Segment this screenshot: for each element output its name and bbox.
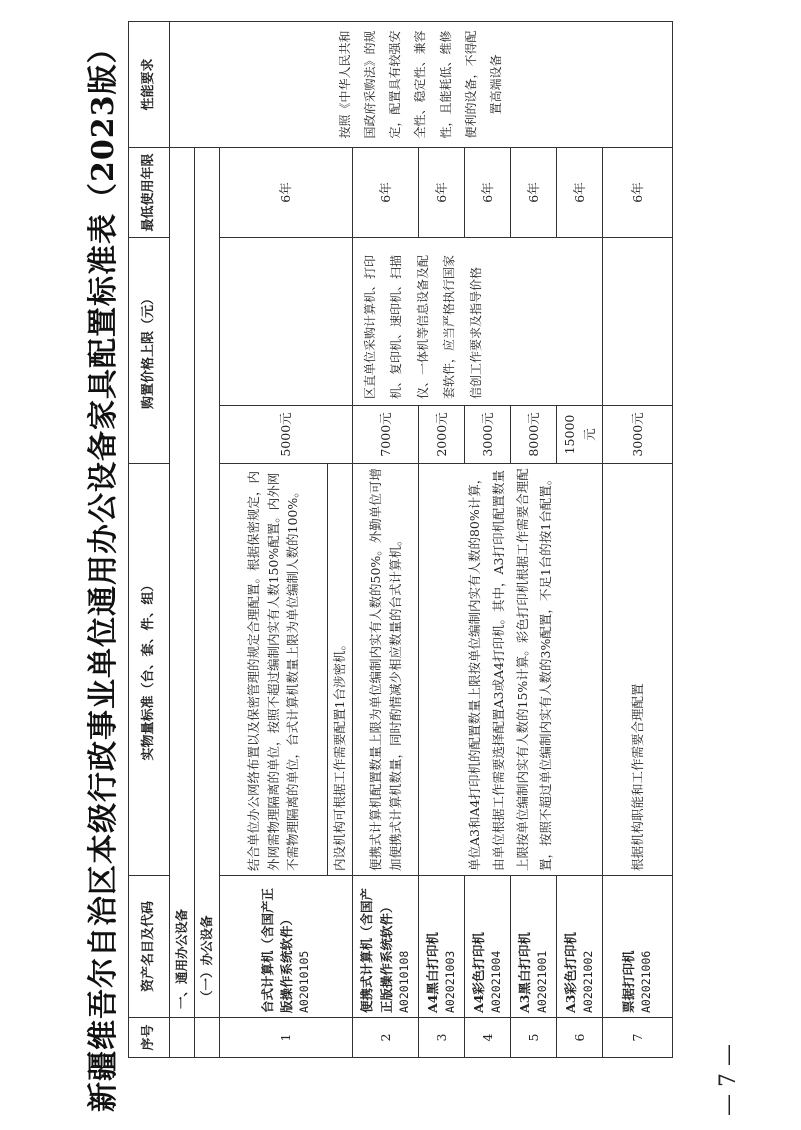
subsection-row [195,21,220,1057]
asset-name: 台式计算机（含国产正版操作系统软件） [259,887,295,1013]
standards-table [128,21,673,1058]
printer-standard-text: 单位A3和A4打印机的配置数量上限按单位编制内实有人数的80%计算，由单位根据工作需要选择配置A3或A4打印机。其中，A3打印机配置数量上限按单位编制内实有人数的15%计算。彩色打印机根据工作需要合理配置，按照不超过单位编制内实有人数的3%配置，不足1台的按1台配置。 [419,464,603,876]
price-value: 5000元 [220,406,353,464]
table-header-row [129,21,170,1057]
standard-text: 便携式计算机配置数量上限为单位编制内实有人数的50%。外勤单位可增加便携式计算机数量，同时酌情减少相应数量的台式计算机。 [353,464,419,876]
price-value: 8000元 [511,406,557,464]
standard-text: 根据机构职能和工作需要合理配置 [603,464,673,876]
row-seq: 6 [557,1018,603,1058]
standard-text: 结合单位办公网络布置以及保密管理的规定合理配置。根据保密规定，内外网需物理隔离的单位，按照不超过编制内实有人数150%配置。内外网不需物理隔离的单位，台式计算机数量上限为单位编制人数的100%。 [220,464,328,876]
row-seq: 7 [603,1018,673,1058]
header-life: 最低使用年限 [129,147,170,237]
standard-text: 内设机构可根据工作需要配置1台涉密机。 [328,464,353,876]
asset-cell [353,876,419,1018]
performance-requirement: 按照《中华人民共和国政府采购法》的规定，配置具有较强安全性、稳定性、兼容性，且能耗低、维修便利的设备，不得配置高端设备 [170,21,673,147]
subsection-heading: （一）办公设备 [195,147,220,1017]
header-price: 购置价格上限（元） [129,237,170,463]
asset-cell [220,876,353,1018]
asset-cell [465,876,511,1018]
asset-name: A3彩色打印机 [562,932,578,1013]
section-heading: 一、通用办公设备 [170,147,195,1017]
row-seq: 3 [419,1018,465,1058]
asset-code: A02021006 [639,950,654,1013]
page-number: — 7 — [716,1044,741,1116]
price-note: 区直单位采购计算机、打印机、复印机、速印机、扫描仪、一体机等信息设备及配套软件，应当严格执行国家信创工作要求及指导价格 [353,237,603,405]
price-value: 3000元 [603,406,673,464]
life-value: 6年 [603,147,673,237]
table-row [419,21,465,1057]
asset-name: A3黑白打印机 [516,932,532,1013]
row-seq: 1 [220,1018,353,1058]
asset-cell [603,876,673,1018]
price-value: 2000元 [419,406,465,464]
asset-code: A02021003 [443,950,458,1013]
table-row [603,21,673,1057]
asset-code: A02010105 [297,950,312,1013]
life-value: 6年 [353,147,419,237]
life-value: 6年 [419,147,465,237]
row-seq: 4 [465,1018,511,1058]
table-row [353,21,419,1057]
life-value: 6年 [465,147,511,237]
asset-name: A4黑白打印机 [424,932,440,1013]
life-value: 6年 [557,147,603,237]
asset-code: A02010108 [396,950,411,1013]
life-value: 6年 [511,147,557,237]
header-seq: 序号 [129,1018,170,1058]
price-value: 15000元 [557,406,603,464]
header-asset: 资产名目及代码 [129,876,170,1018]
asset-name: A4彩色打印机 [470,932,486,1013]
page-title: 新疆维吾尔自治区本级行政事业单位通用办公设备家具配置标准表（2023版） [86,32,121,1112]
asset-name: 便携式计算机（含国产正版操作系统软件） [359,887,394,1013]
asset-cell [511,876,557,1018]
asset-code: A02021002 [581,950,596,1013]
header-standard: 实物量标准（台、套、件、组） [129,464,170,876]
price-value: 3000元 [465,406,511,464]
asset-code: A02021001 [535,950,550,1013]
price-value: 7000元 [353,406,419,464]
asset-cell [557,876,603,1018]
asset-name: 票据打印机 [620,950,636,1013]
row-seq: 5 [511,1018,557,1058]
row-seq: 2 [353,1018,419,1058]
table-row [220,21,328,1057]
section-row [170,21,195,1057]
asset-code: A02021004 [489,950,504,1013]
asset-cell [419,876,465,1018]
life-value: 6年 [220,147,353,237]
header-perf: 性能要求 [129,21,170,147]
